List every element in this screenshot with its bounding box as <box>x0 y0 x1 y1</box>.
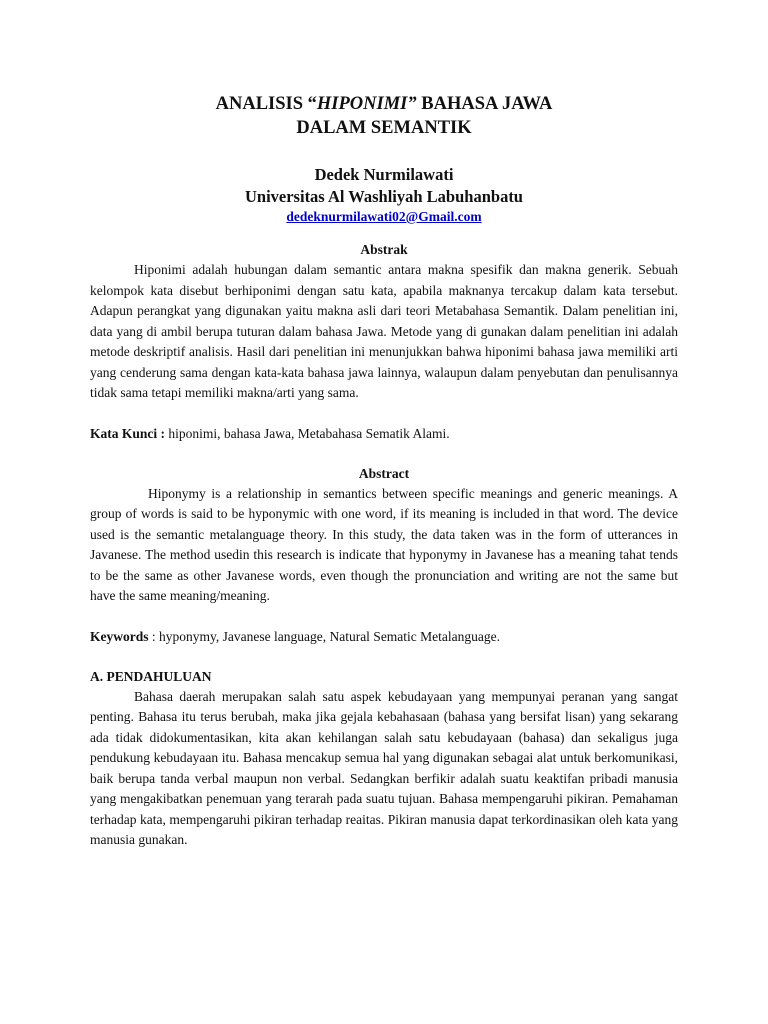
section-a-heading: A. PENDAHULUAN <box>90 668 212 684</box>
title-line1-pre: ANALISIS “ <box>215 94 317 114</box>
abstrak-text: Hiponimi adalah hubungan dalam semantic antara makna spesifik dan makna generik. Sebuah kelompok kata disebut berhiponimi dengan satu kata, apabila maknanya tercakup dalam kata tersebut. Adapun perangkat yang digunakan yaitu makna asli dari teori Metabahasa Semantik. Dalam penelitian ini, data yang di ambil berupa tuturan dalam bahasa Jawa. Metode yang di gunakan dalam penelitian ini adalah metode deskriptif analisis. Hasil dari penelitian ini menunjukkan bahwa hiponimi bahasa jawa memiliki arti yang cenderung sama dengan kata-kata bahasa jawa lainnya, walaupun dalam penyebutan dan penulisannya tidak sama tetapi memiliki makna/arti yang sama. <box>90 262 678 400</box>
title-line1-italic: HIPONIMI” <box>316 94 417 114</box>
kata-kunci-label: Kata Kunci : <box>90 425 166 441</box>
title-line1-post: BAHASA JAWA <box>416 94 553 114</box>
kata-kunci-value: hiponimi, bahasa Jawa, Metabahasa Sematik Alami. <box>165 425 450 441</box>
author-affiliation: Universitas Al Washliyah Labuhanbatu <box>244 187 523 206</box>
keywords-label: Keywords <box>90 628 149 644</box>
keywords <box>90 627 678 647</box>
author-block <box>90 164 678 226</box>
keywords-value: : hyponymy, Javanese language, Natural Sematic Metalanguage. <box>148 628 501 644</box>
abstrak-heading: Abstrak <box>360 242 408 257</box>
title-line1 <box>216 94 553 114</box>
abstract-text: Hiponymy is a relationship in semantics between specific meanings and generic meanings. A group of words is said to be hyponymic with one word, if its meaning is included in that word. The device used is the semantic metalanguage theory. In this study, the data taken was in the form of utterances in Javanese. The method usedin this research is indicate that hyponymy in Javanese has a meaning tahat tends to be the same as other Javanese words, even though the pronunciation and writing are not the same but have the same meaning/meaning. <box>90 485 678 603</box>
kata-kunci <box>90 424 678 444</box>
author-email-link[interactable]: dedeknurmilawati02@Gmail.com <box>286 209 482 224</box>
paper-page <box>90 92 678 851</box>
section-a-text: Bahasa daerah merupakan salah satu aspek kebudayaan yang mempunyai peranan yang sangat penting. Bahasa itu terus berubah, maka jika gejala kebahasaan (bahasa yang bersifat lisan) yang sekarang ada tidak didokumentasikan, kita akan kehilangan salah satu kebudayaan (bahasa) dan sekaligus juga pendukung kebudayaan itu. Bahasa mencakup semua hal yang digunakan sebagai alat untuk berkomunikasi, baik berupa tanda verbal maupun non verbal. Sedangkan berfikir adalah suatu keaktifan pribadi manusia yang mengakibatkan penemuan yang terarah pada suatu tujuan. Bahasa mempengaruhi pikiran. Pemahaman terhadap kata, mempengaruhi pikiran terhadap reaitas. Pikiran manusia dapat terkordinasikan oleh kata yang manusia gunakan. <box>90 688 678 847</box>
abstract-heading: Abstract <box>358 465 410 481</box>
title-line2: DALAM SEMANTIK <box>296 118 472 138</box>
author-name: Dedek Nurmilawati <box>314 165 454 184</box>
paper-title <box>90 92 678 140</box>
